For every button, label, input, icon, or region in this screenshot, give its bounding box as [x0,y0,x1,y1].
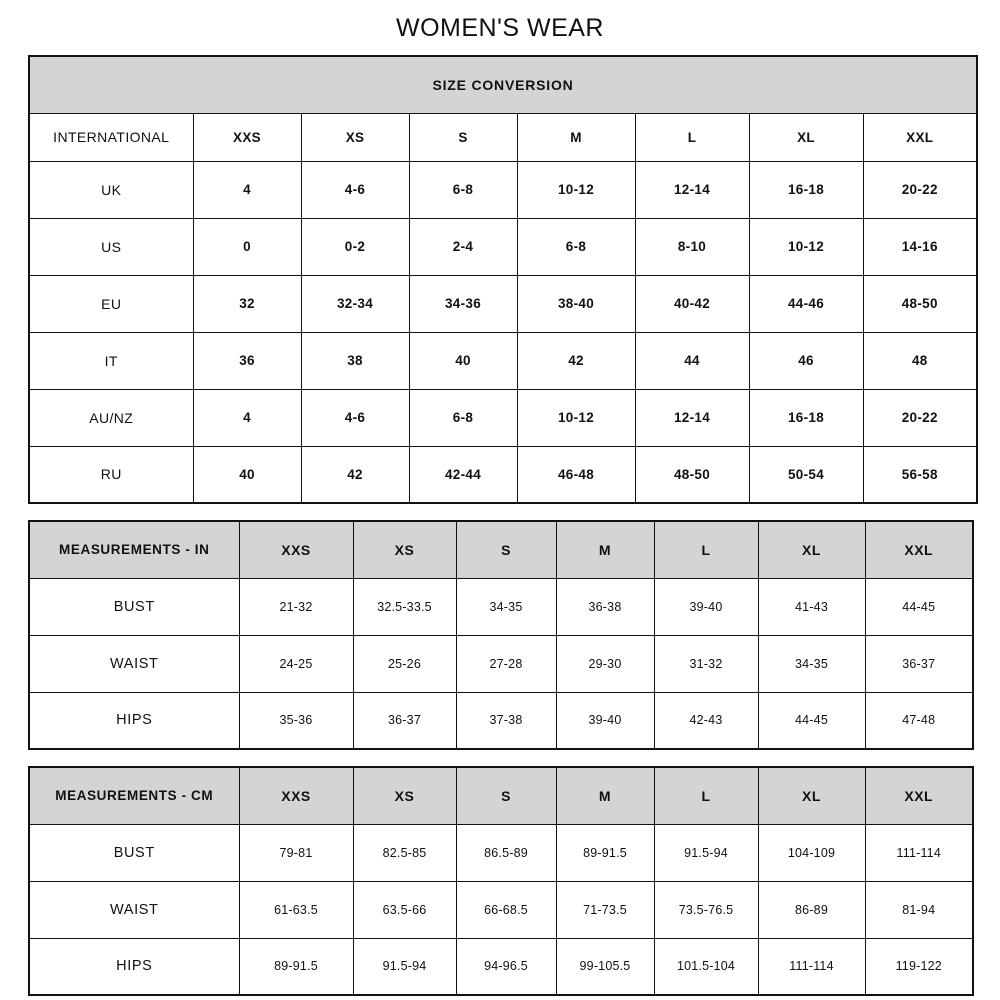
conversion-cell: 4 [193,161,301,218]
measurements-in-header-l: L [654,521,758,578]
measurements-in-header-xs: XS [353,521,456,578]
measurements-cm-header-xs: XS [353,767,456,824]
measurements-in-cell: 41-43 [758,578,865,635]
table-row [29,332,977,389]
conversion-cell: 6-8 [517,218,635,275]
conversion-cell: 4-6 [301,389,409,446]
measurements-in-cell: 25-26 [353,635,456,692]
measurements-in-cell: 24-25 [239,635,353,692]
conversion-header-xxl: XXL [863,113,977,161]
measurements-in-cell: 29-30 [556,635,654,692]
table-row [29,881,973,938]
measurements-cm-cell: 91.5-94 [654,824,758,881]
measurements-cm-row-label: WAIST [29,881,239,938]
conversion-cell: 6-8 [409,389,517,446]
measurements-cm-cell: 91.5-94 [353,938,456,995]
table-row [29,692,973,749]
conversion-cell: 16-18 [749,389,863,446]
measurements-cm-cell: 82.5-85 [353,824,456,881]
conversion-cell: 48-50 [635,446,749,503]
measurements-cm-header-xxl: XXL [865,767,973,824]
conversion-cell: 32 [193,275,301,332]
conversion-cell: 38-40 [517,275,635,332]
conversion-cell: 46-48 [517,446,635,503]
size-conversion-table [28,55,978,504]
measurements-in-header-s: S [456,521,556,578]
measurements-in-cell: 44-45 [758,692,865,749]
measurements-in-cell: 44-45 [865,578,973,635]
measurements-in-cell: 36-37 [865,635,973,692]
measurements-in-row-label: HIPS [29,692,239,749]
conversion-row-label: AU/NZ [29,389,193,446]
table-row [29,938,973,995]
conversion-cell: 42-44 [409,446,517,503]
measurements-in-cell: 39-40 [654,578,758,635]
conversion-cell: 0-2 [301,218,409,275]
measurements-in-cell: 31-32 [654,635,758,692]
measurements-cm-cell: 119-122 [865,938,973,995]
measurements-cm-cell: 79-81 [239,824,353,881]
conversion-row-label: IT [29,332,193,389]
measurements-cm-header-row [29,767,973,824]
measurements-in-header-xl: XL [758,521,865,578]
conversion-cell: 40 [409,332,517,389]
measurements-cm-cell: 73.5-76.5 [654,881,758,938]
conversion-header-m: M [517,113,635,161]
measurements-cm-cell: 89-91.5 [239,938,353,995]
measurements-cm-cell: 81-94 [865,881,973,938]
table-row [29,578,973,635]
table-row [29,275,977,332]
conversion-row-label: RU [29,446,193,503]
measurements-in-header-xxl: XXL [865,521,973,578]
conversion-cell: 48 [863,332,977,389]
page-title: WOMEN'S WEAR [396,14,604,42]
conversion-cell: 38 [301,332,409,389]
table-spacer [28,750,972,766]
measurements-cm-title: MEASUREMENTS - CM [29,767,239,824]
measurements-cm-cell: 61-63.5 [239,881,353,938]
conversion-cell: 46 [749,332,863,389]
conversion-header-international: INTERNATIONAL [29,113,193,161]
conversion-cell: 56-58 [863,446,977,503]
table-row [29,389,977,446]
measurements-in-cell: 37-38 [456,692,556,749]
measurements-in-cell: 42-43 [654,692,758,749]
conversion-cell: 34-36 [409,275,517,332]
measurements-cm-header-xxs: XXS [239,767,353,824]
measurements-in-cell: 34-35 [456,578,556,635]
measurements-cm-cell: 89-91.5 [556,824,654,881]
measurements-cm-cell: 66-68.5 [456,881,556,938]
conversion-cell: 20-22 [863,389,977,446]
conversion-cell: 44 [635,332,749,389]
conversion-cell: 36 [193,332,301,389]
conversion-cell: 8-10 [635,218,749,275]
conversion-header-row [29,113,977,161]
conversion-header-s: S [409,113,517,161]
measurements-in-cell: 21-32 [239,578,353,635]
conversion-row-label: EU [29,275,193,332]
conversion-header-l: L [635,113,749,161]
conversion-cell: 20-22 [863,161,977,218]
conversion-header-xxs: XXS [193,113,301,161]
measurements-cm-row-label: HIPS [29,938,239,995]
measurements-in-header-m: M [556,521,654,578]
measurements-cm-cell: 101.5-104 [654,938,758,995]
measurements-in-header-row [29,521,973,578]
conversion-cell: 40 [193,446,301,503]
table-row [29,161,977,218]
measurements-cm-cell: 71-73.5 [556,881,654,938]
measurements-cm-row-label: BUST [29,824,239,881]
measurements-in-row-label: WAIST [29,635,239,692]
table-row [29,824,973,881]
measurements-in-cell: 39-40 [556,692,654,749]
measurements-cm-table [28,766,974,996]
measurements-in-cell: 27-28 [456,635,556,692]
measurements-in-cell: 34-35 [758,635,865,692]
conversion-cell: 10-12 [517,161,635,218]
conversion-cell: 48-50 [863,275,977,332]
measurements-cm-cell: 111-114 [758,938,865,995]
conversion-cell: 4 [193,389,301,446]
conversion-cell: 32-34 [301,275,409,332]
conversion-cell: 40-42 [635,275,749,332]
measurements-in-cell: 36-38 [556,578,654,635]
measurements-cm-cell: 111-114 [865,824,973,881]
measurements-cm-cell: 86-89 [758,881,865,938]
conversion-cell: 6-8 [409,161,517,218]
conversion-cell: 10-12 [517,389,635,446]
conversion-cell: 12-14 [635,161,749,218]
measurements-cm-cell: 94-96.5 [456,938,556,995]
measurements-cm-cell: 86.5-89 [456,824,556,881]
measurements-in-cell: 47-48 [865,692,973,749]
conversion-cell: 4-6 [301,161,409,218]
table-row [29,446,977,503]
measurements-cm-header-m: M [556,767,654,824]
size-conversion-band: SIZE CONVERSION [29,56,977,113]
conversion-row-label: US [29,218,193,275]
conversion-cell: 42 [301,446,409,503]
conversion-cell: 10-12 [749,218,863,275]
conversion-cell: 2-4 [409,218,517,275]
measurements-in-title: MEASUREMENTS - IN [29,521,239,578]
conversion-header-xl: XL [749,113,863,161]
measurements-cm-cell: 104-109 [758,824,865,881]
table-row [29,218,977,275]
table-spacer [28,504,972,520]
conversion-cell: 12-14 [635,389,749,446]
measurements-cm-cell: 99-105.5 [556,938,654,995]
table-row [29,635,973,692]
conversion-cell: 14-16 [863,218,977,275]
measurements-in-cell: 36-37 [353,692,456,749]
conversion-cell: 16-18 [749,161,863,218]
measurements-cm-header-xl: XL [758,767,865,824]
measurements-cm-header-l: L [654,767,758,824]
conversion-cell: 0 [193,218,301,275]
conversion-cell: 44-46 [749,275,863,332]
measurements-in-header-xxs: XXS [239,521,353,578]
conversion-row-label: UK [29,161,193,218]
measurements-in-table [28,520,974,750]
conversion-header-xs: XS [301,113,409,161]
measurements-cm-header-s: S [456,767,556,824]
conversion-cell: 42 [517,332,635,389]
measurements-in-cell: 35-36 [239,692,353,749]
measurements-in-row-label: BUST [29,578,239,635]
measurements-cm-cell: 63.5-66 [353,881,456,938]
conversion-cell: 50-54 [749,446,863,503]
measurements-in-cell: 32.5-33.5 [353,578,456,635]
